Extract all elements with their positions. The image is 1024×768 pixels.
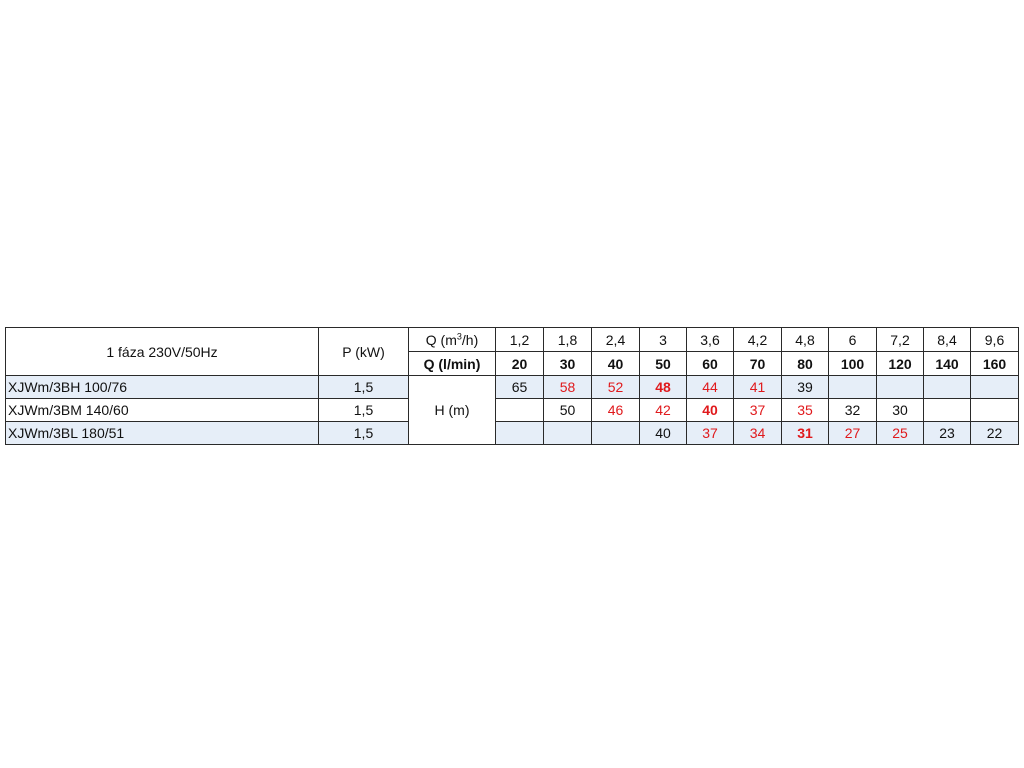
flow-m3h-cell: 3,6 [687,328,734,352]
flow-lmin-cell: 120 [877,352,924,376]
head-value: 32 [829,399,877,422]
flow-m3h-cell: 4,8 [782,328,829,352]
head-value [924,399,971,422]
head-value: 40 [640,422,687,445]
head-value: 50 [544,399,592,422]
head-value: 44 [687,376,734,399]
head-value: 40 [687,399,734,422]
head-value [877,376,924,399]
flow-lmin-cell: 70 [734,352,782,376]
pump-performance-table [5,327,1019,445]
flow-m3h-cell: 2,4 [592,328,640,352]
head-value: 42 [640,399,687,422]
model-name: XJWm/3BH 100/76 [6,376,319,399]
flow-m3h-cell: 1,2 [496,328,544,352]
head-value: 52 [592,376,640,399]
table-row [6,399,1019,422]
power-value: 1,5 [319,376,409,399]
flow-lmin-cell: 100 [829,352,877,376]
head-value: 37 [734,399,782,422]
flow-m3h-cell: 9,6 [971,328,1019,352]
head-value [544,422,592,445]
flow-lmin-cell: 140 [924,352,971,376]
head-value [971,376,1019,399]
flow-m3h-header: Q $(m^3/h)$ [409,328,496,352]
flow-lmin-cell: 30 [544,352,592,376]
flow-m3h-cell: 7,2 [877,328,924,352]
head-value: 23 [924,422,971,445]
model-name: XJWm/3BL 180/51 [6,422,319,445]
head-value: 39 [782,376,829,399]
head-value [971,399,1019,422]
flow-m3h-cell: 4,2 [734,328,782,352]
flow-m3h-cell: 6 [829,328,877,352]
head-value: 65 [496,376,544,399]
head-value [829,376,877,399]
flow-lmin-header: Q (l/min) [409,352,496,376]
flow-lmin-cell: 50 [640,352,687,376]
flow-m3h-cell: 3 [640,328,687,352]
flow-lmin-cell: 20 [496,352,544,376]
header-row-flow-m3h [6,328,1019,352]
head-value: 41 [734,376,782,399]
head-value [924,376,971,399]
head-value: 27 [829,422,877,445]
head-value: 22 [971,422,1019,445]
head-value: 34 [734,422,782,445]
head-value: 35 [782,399,829,422]
table-row [6,422,1019,445]
flow-lmin-cell: 160 [971,352,1019,376]
flow-lmin-cell: 80 [782,352,829,376]
flow-lmin-cell: 60 [687,352,734,376]
head-value: 37 [687,422,734,445]
head-unit-label: H (m) [409,376,496,445]
flow-m3h-cell: 1,8 [544,328,592,352]
flow-m3h-cell: 8,4 [924,328,971,352]
head-value: 46 [592,399,640,422]
head-value: 30 [877,399,924,422]
head-value [496,422,544,445]
model-name: XJWm/3BM 140/60 [6,399,319,422]
head-value: 25 [877,422,924,445]
head-value: 31 [782,422,829,445]
supply-header: 1 fáza 230V/50Hz [6,328,319,376]
flow-lmin-cell: 40 [592,352,640,376]
head-value: 48 [640,376,687,399]
head-value [592,422,640,445]
head-value: 58 [544,376,592,399]
table-row [6,376,1019,399]
head-value [496,399,544,422]
power-value: 1,5 [319,422,409,445]
power-value: 1,5 [319,399,409,422]
power-header: P (kW) [319,328,409,376]
